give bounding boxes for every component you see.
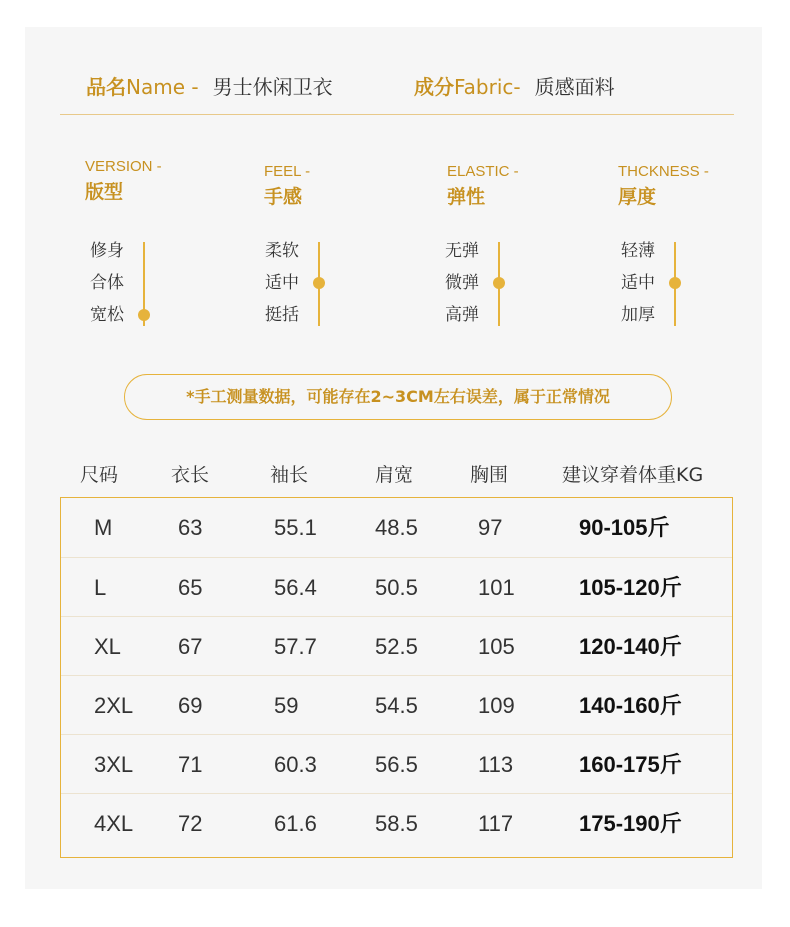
product-name-line [86,74,333,100]
scale-option: 适中 [265,273,299,293]
cell-weight: 160-175斤 [579,752,682,777]
cell-size: L [94,575,107,600]
header-chest: 胸围 [470,464,509,486]
table-row [61,793,732,853]
attribute-feel [264,163,444,209]
scale-option: 合体 [90,273,124,293]
scale-option: 挺括 [265,305,299,325]
cell-sleeve: 55.1 [274,515,317,540]
attribute-label-cn: 厚度 [618,186,657,208]
header-shoulder: 肩宽 [375,464,414,486]
cell-weight: 105-120斤 [579,575,682,600]
cell-weight: 140-160斤 [579,693,682,718]
header-size: 尺码 [80,464,119,486]
attribute-label-cn: 手感 [264,186,303,208]
scale-option: 修身 [90,241,124,261]
cell-size: 4XL [94,811,134,836]
attribute-version [85,158,265,204]
fabric-value: 质感面料 [534,75,615,99]
cell-length: 69 [178,693,203,718]
cell-sleeve: 57.7 [274,634,317,659]
cell-weight: 175-190斤 [579,811,682,836]
attribute-label-en: THCKNESS - [618,163,709,180]
attribute-label-cn: 弹性 [447,186,486,208]
table-row [61,734,732,794]
header-length: 衣长 [171,464,210,486]
scale-indicator-dot [138,309,150,321]
cell-sleeve: 60.3 [274,752,317,777]
fabric-label-en: Fabric- [454,75,521,99]
cell-sleeve: 56.4 [274,575,317,600]
cell-length: 67 [178,634,203,659]
scale-indicator-dot [493,277,505,289]
cell-chest: 117 [478,811,514,836]
attribute-label-en: ELASTIC - [447,163,519,180]
scale-option: 加厚 [621,305,655,325]
cell-chest: 97 [478,515,503,540]
cell-weight: 90-105斤 [579,515,670,540]
product-name-label-cn: 品名 [86,75,126,99]
size-table [60,497,733,858]
attribute-label-en: FEEL - [264,163,311,180]
scale-option: 宽松 [90,305,124,325]
cell-chest: 109 [478,693,515,718]
attribute-label-cn: 版型 [85,181,124,203]
scale-indicator-dot [313,277,325,289]
cell-shoulder: 48.5 [375,515,418,540]
cell-chest: 113 [478,752,514,777]
table-row [61,616,732,676]
header-divider [60,114,734,115]
scale-option: 轻薄 [621,241,655,261]
scale-option: 高弹 [445,305,479,325]
cell-shoulder: 52.5 [375,634,418,659]
cell-size: 3XL [94,752,134,777]
header-sleeve: 袖长 [270,464,309,486]
cell-shoulder: 54.5 [375,693,418,718]
cell-size: M [94,515,113,540]
cell-chest: 105 [478,634,515,659]
cell-shoulder: 58.5 [375,811,418,836]
scale-indicator-dot [669,277,681,289]
cell-size: 2XL [94,693,134,718]
attribute-thickness [618,163,790,209]
scale-option: 柔软 [265,241,299,261]
scale-option: 微弹 [445,273,479,293]
attribute-label-en: VERSION - [85,158,162,175]
table-row [61,675,732,735]
attribute-elastic [447,163,627,209]
product-name-value: 男士休闲卫衣 [212,75,333,99]
cell-shoulder: 50.5 [375,575,418,600]
fabric-label-cn: 成分 [414,75,454,99]
cell-shoulder: 56.5 [375,752,418,777]
cell-length: 72 [178,811,203,836]
cell-sleeve: 59 [274,693,299,718]
cell-length: 63 [178,515,203,540]
table-row [61,557,732,617]
cell-sleeve: 61.6 [274,811,317,836]
cell-chest: 101 [478,575,515,600]
table-row [61,498,732,557]
scale-option: 无弹 [445,241,479,261]
cell-weight: 120-140斤 [579,634,682,659]
cell-length: 65 [178,575,203,600]
scale-option: 适中 [621,273,655,293]
product-name-label-en: Name - [126,75,199,99]
fabric-line [414,74,615,100]
cell-length: 71 [178,752,203,777]
header-weight: 建议穿着体重KG [562,464,704,486]
cell-size: XL [94,634,121,659]
measurement-note: *手工测量数据，可能存在2~3CM左右误差，属于正常情况 [124,374,672,420]
